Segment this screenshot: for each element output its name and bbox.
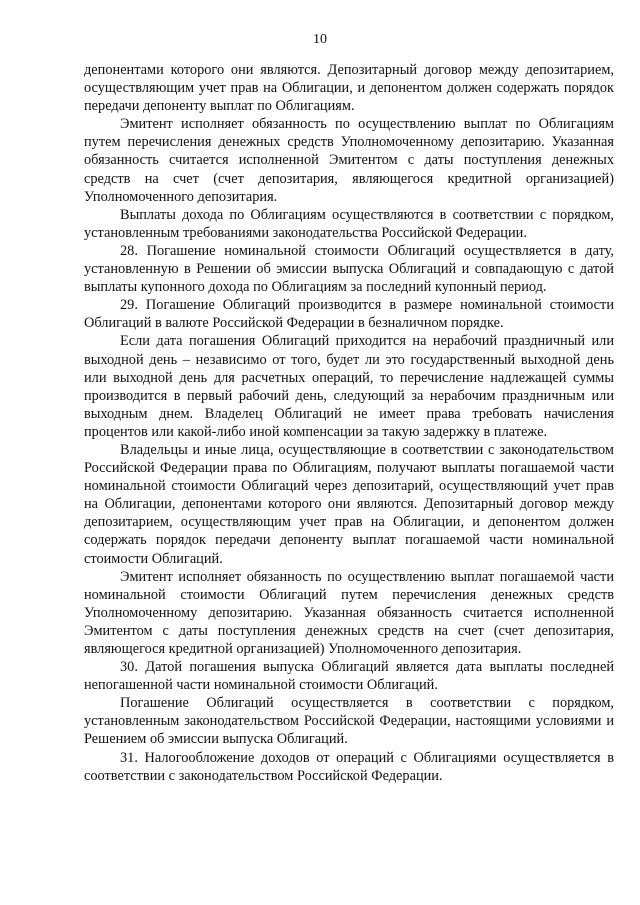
page-number: 10 (313, 32, 327, 47)
paragraph-clause-28: 28. Погашение номинальной стоимости Облигаций осуществляется в дату, установленную в Решении об эмиссии выпуска Облигаций и совпадающую с датой выплаты купонного дохода по Облигациям за последний купонный период. (84, 242, 614, 296)
paragraph-issuer-obligation: Эмитент исполняет обязанность по осуществлению выплат по Облигациям путем перечисления денежных средств Уполномоченному депозитарию. Указанная обязанность считается исполненной Эмитентом с даты поступления денежных средств на счет (счет депозитария, являющегося кредитной организацией) Уполномоченного депозитария. (84, 116, 614, 205)
paragraph-continuation: депонентами которого они являются. Депозитарный договор между депозитарием, осуществляющим учет прав на Облигации, и депонентом должен содержать порядок передачи депоненту выплат по Облигациям. (84, 62, 614, 115)
paragraph-income-payments: Выплаты дохода по Облигациям осуществляются в соответствии с порядком, установленным требованиями законодательства Российской Федерации. (84, 206, 614, 241)
paragraph-clause-31: 31. Налогообложение доходов от операций с Облигациями осуществляется в соответствии с законодательством Российской Федерации. (84, 749, 614, 784)
paragraph-redemption-procedure: Погашение Облигаций осуществляется в соответствии с порядком, установленным законодательством Российской Федерации, настоящими условиями и Решением об эмиссии выпуска Облигаций. (84, 695, 614, 748)
paragraph-clause-29: 29. Погашение Облигаций производится в размере номинальной стоимости Облигаций в валюте Российской Федерации в безналичном порядке. (84, 297, 614, 332)
paragraph-clause-30: 30. Датой погашения выпуска Облигаций является дата выплаты последней непогашенной части номинальной стоимости Облигаций. (84, 659, 614, 694)
paragraph-issuer-redemption-obligation: Эмитент исполняет обязанность по осуществлению выплат погашаемой части номинальной стоимости Облигаций путем перечисления денежных средств Уполномоченному депозитарию. Указанная обязанность считается исполненной Эмитентом с даты поступления денежных средств на счет (счет депозитария, являющегося кредитной организацией) Уполномоченного депозитария. (84, 568, 614, 657)
paragraph-holders-payments: Владельцы и иные лица, осуществляющие в соответствии с законодательством Российской Федерации права по Облигациям, получают выплаты погашаемой части номинальной стоимости Облигаций через депозитарий, осуществляющий учет прав на Облигации, депонентами которого они являются. Депозитарный договор между депозитарием, осуществляющим учет прав на Облигации, и депонентом должен содержать порядок передачи депоненту выплат погашаемой части номинальной стоимости Облигаций. (84, 441, 614, 567)
document-body (84, 61, 614, 785)
paragraph-non-working-day: Если дата погашения Облигаций приходится на нерабочий праздничный или выходной день – независимо от того, будет ли это государственный выходной день или выходной день для расчетных операций, то перечисление надлежащей суммы производится в первый рабочий день, следующий за нерабочим праздничным или выходным днем. Владелец Облигаций не имеет права требовать начисления процентов или какой-либо иной компенсации за такую задержку в платеже. (84, 333, 614, 440)
